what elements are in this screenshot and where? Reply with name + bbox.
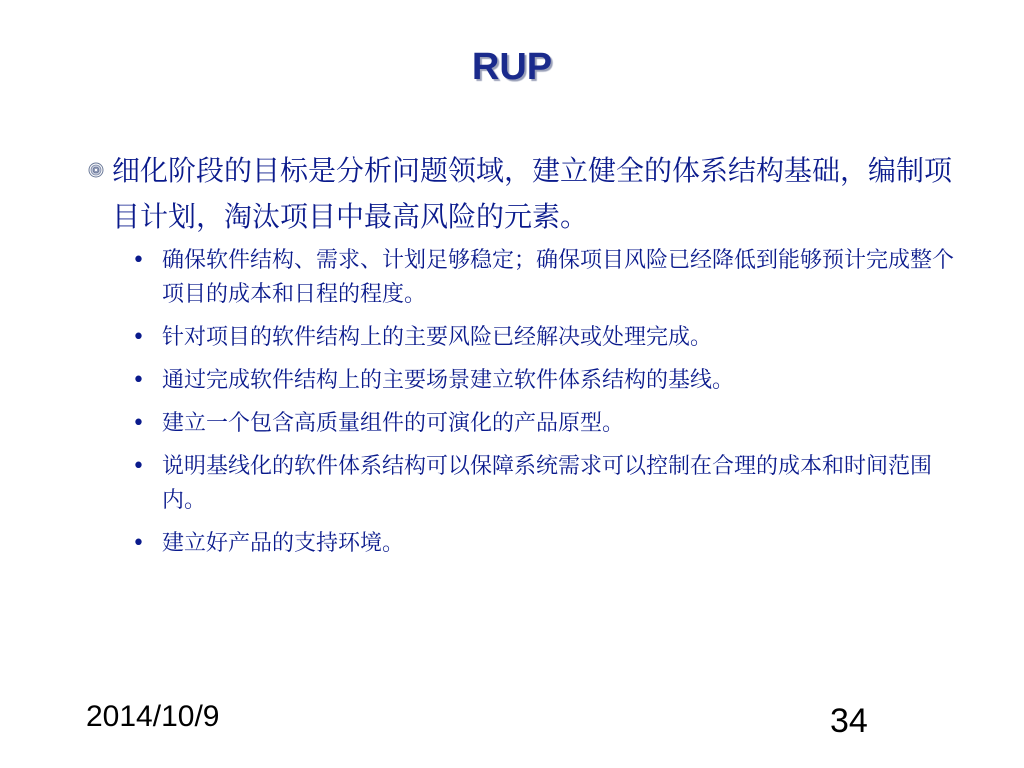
sub-bullet-text: 说明基线化的软件体系结构可以保障系统需求可以控制在合理的成本和时间范围内。: [162, 454, 933, 513]
bullet-dot: •: [132, 454, 145, 479]
page-number: 34: [830, 702, 868, 740]
sub-bullet-item: [88, 244, 968, 312]
slide-content: [88, 148, 968, 570]
sub-bullet-text: 建立好产品的支持环境。: [162, 531, 405, 556]
sub-bullet-text: 建立一个包含高质量组件的可演化的产品原型。: [162, 411, 625, 436]
sub-bullet-item: [88, 527, 968, 561]
slide-title: RUP: [471, 46, 553, 88]
sub-bullet-text: 确保软件结构、需求、计划足够稳定；确保项目风险已经降低到能够预计完成整个项目的成本和日程的程度。: [162, 248, 955, 307]
main-bullet-text: 细化阶段的目标是分析问题领域，建立健全的体系结构基础，编制项目计划，淘汰项目中最高风险的元素。: [112, 154, 953, 233]
sub-bullet-item: [88, 364, 968, 398]
sub-bullet-list: [88, 244, 968, 561]
sub-bullet-item: [88, 321, 968, 355]
bullet-dot: •: [132, 368, 145, 393]
target-bullet-icon: [88, 162, 104, 178]
sub-bullet-text: 针对项目的软件结构上的主要风险已经解决或处理完成。: [162, 325, 713, 350]
sub-bullet-text: 通过完成软件结构上的主要场景建立软件体系结构的基线。: [162, 368, 735, 393]
bullet-dot: •: [132, 531, 145, 556]
sub-bullet-item: [88, 450, 968, 518]
main-bullet-item: [88, 148, 968, 240]
bullet-dot: •: [132, 248, 145, 273]
footer-date: 2014/10/9: [86, 700, 220, 733]
bullet-dot: •: [132, 411, 145, 436]
sub-bullet-item: [88, 407, 968, 441]
bullet-dot: •: [132, 325, 145, 350]
